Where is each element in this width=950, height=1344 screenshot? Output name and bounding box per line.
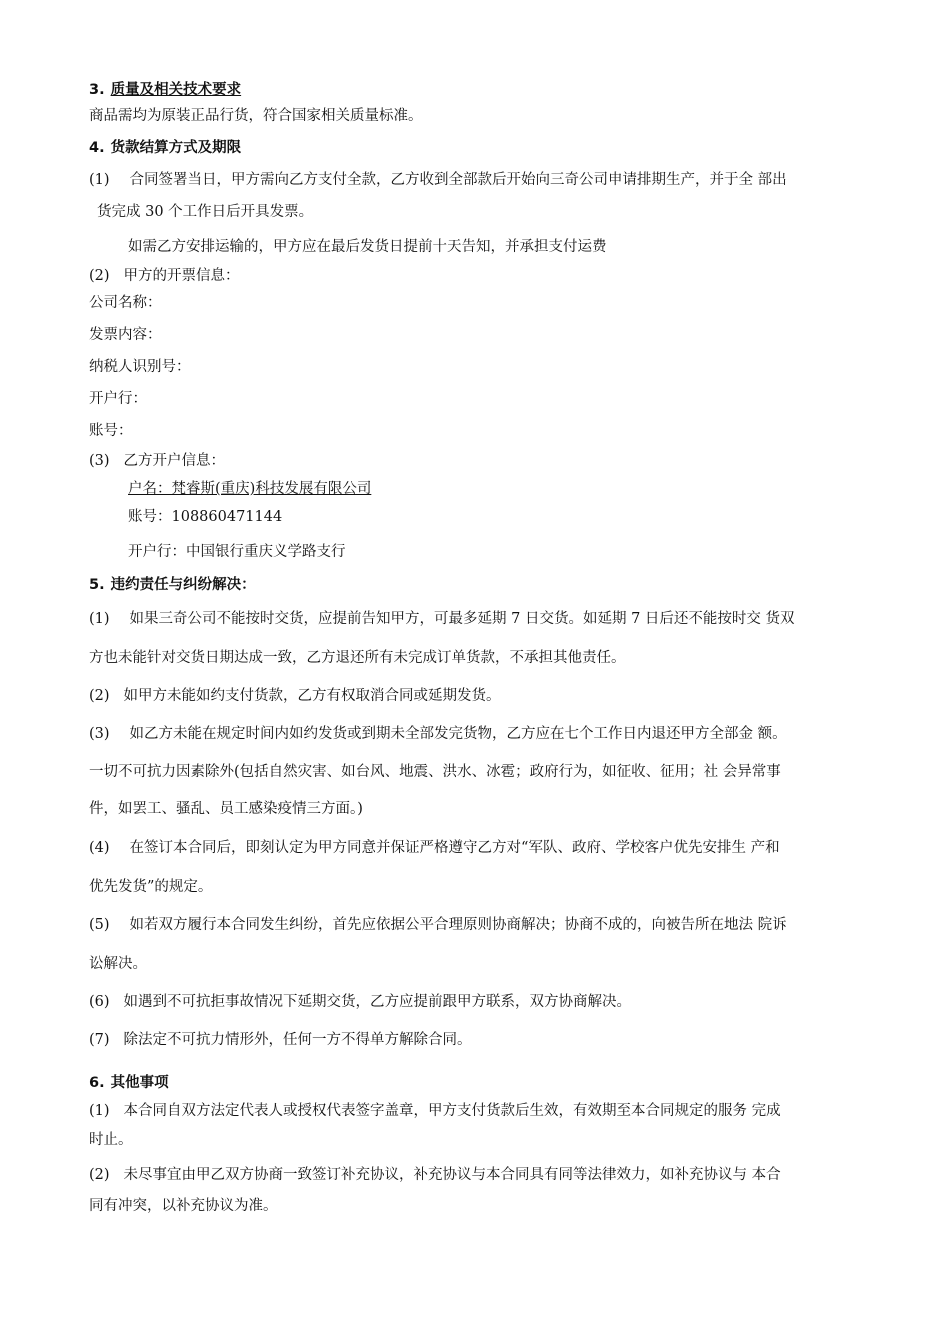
section-4-heading bbox=[89, 138, 241, 158]
item-text: 如遇到不可抗拒事故情况下延期交货，乙方应提前跟甲方联系，双方协商解决。 bbox=[123, 994, 632, 1010]
section-number: 3. bbox=[89, 82, 105, 98]
s5-item4-line1 bbox=[89, 838, 780, 858]
s6-item2-line2: 同有冲突，以补充协议为准。 bbox=[89, 1198, 278, 1214]
section-3-heading bbox=[89, 80, 241, 100]
account-number: 账号：108860471144 bbox=[128, 509, 283, 525]
section-title: 其他事项 bbox=[110, 1075, 169, 1091]
item-marker: (1) bbox=[89, 1103, 110, 1119]
item-marker: (1) bbox=[89, 172, 110, 188]
s5-item3-line1 bbox=[89, 724, 787, 744]
account-label: 账号： bbox=[89, 423, 133, 439]
s5-item1-line1 bbox=[89, 609, 795, 629]
item-marker: (6) bbox=[89, 994, 110, 1010]
item-text: 如甲方未能如约支付货款，乙方有权取消合同或延期发货。 bbox=[123, 688, 501, 704]
item-marker: (5) bbox=[89, 917, 110, 933]
taxpayer-id-label: 纳税人识别号： bbox=[89, 359, 191, 375]
item-text: 除法定不可抗力情形外，任何一方不得单方解除合同。 bbox=[123, 1032, 472, 1048]
section-title: 质量及相关技术要求 bbox=[110, 82, 242, 98]
account-name: 户名：梵睿斯(重庆)科技发展有限公司 bbox=[128, 481, 372, 497]
item-text: 未尽事宜由甲乙双方协商一致签订补充协议，补充协议与本合同具有同等法律效力，如补充协议与 本合 bbox=[123, 1167, 781, 1183]
item-text: 如若双方履行本合同发生纠纷，首先应依据公平合理原则协商解决；协商不成的，向被告所在地法 院诉 bbox=[129, 917, 787, 933]
s4-item3 bbox=[89, 451, 225, 471]
item-marker: (3) bbox=[89, 453, 110, 469]
section-5-heading bbox=[89, 575, 256, 595]
item-marker: (2) bbox=[89, 1167, 110, 1183]
section-number: 5. bbox=[89, 577, 105, 593]
s5-item6 bbox=[89, 992, 631, 1012]
item-text: 如乙方未能在规定时间内如约发货或到期未全部发完货物，乙方应在七个工作日内退还甲方全部金 额。 bbox=[129, 726, 787, 742]
item-text: 本合同自双方法定代表人或授权代表签字盖章，甲方支付货款后生效，有效期至本合同规定的服务 完成 bbox=[123, 1103, 781, 1119]
account-bank: 开户行：中国银行重庆义学路支行 bbox=[128, 544, 346, 560]
s4-item1-line2: 货完成 30 个工作日后开具发票。 bbox=[97, 204, 314, 220]
s6-item1-line1 bbox=[89, 1101, 781, 1121]
s6-item1-line2: 时止。 bbox=[89, 1132, 133, 1148]
item-marker: (7) bbox=[89, 1032, 110, 1048]
s4-transport-note: 如需乙方安排运输的，甲方应在最后发货日提前十天告知，并承担支付运费 bbox=[128, 239, 607, 255]
section-title: 违约责任与纠纷解决： bbox=[110, 577, 256, 593]
s4-item1-line1 bbox=[89, 170, 787, 190]
invoice-content-label: 发票内容： bbox=[89, 327, 162, 343]
s5-item1-line2: 方也未能针对交货日期达成一致，乙方退还所有未完成订单货款，不承担其他责任。 bbox=[89, 650, 626, 666]
section-3-body: 商品需均为原装正品行货，符合国家相关质量标准。 bbox=[89, 108, 423, 124]
section-title: 货款结算方式及期限 bbox=[110, 140, 242, 156]
s5-item2 bbox=[89, 686, 501, 706]
section-number: 6. bbox=[89, 1075, 105, 1091]
item-text: 乙方开户信息： bbox=[123, 453, 226, 469]
item-marker: (2) bbox=[89, 688, 110, 704]
s5-item5-line1 bbox=[89, 915, 787, 935]
item-marker: (3) bbox=[89, 726, 110, 742]
item-text: 如果三奇公司不能按时交货，应提前告知甲方，可最多延期 7 日交货。如延期 7 日后还不能按时交 货双 bbox=[129, 611, 795, 627]
company-name-label: 公司名称： bbox=[89, 295, 162, 311]
s5-item3-line3: 件，如罢工、骚乱、员工感染疫情三方面。) bbox=[89, 801, 363, 817]
item-text: 合同签署当日，甲方需向乙方支付全款，乙方收到全部款后开始向三奇公司申请排期生产，并于全 部出 bbox=[129, 172, 787, 188]
s5-item4-line2: 优先发货”的规定。 bbox=[89, 879, 213, 895]
bank-label: 开户行： bbox=[89, 391, 147, 407]
s5-item5-line2: 讼解决。 bbox=[89, 956, 147, 972]
s4-item2 bbox=[89, 266, 240, 286]
item-marker: (1) bbox=[89, 611, 110, 627]
s5-item7 bbox=[89, 1030, 472, 1050]
item-marker: (4) bbox=[89, 840, 110, 856]
item-marker: (2) bbox=[89, 268, 110, 284]
item-text: 甲方的开票信息： bbox=[123, 268, 240, 284]
s5-item3-line2: 一切不可抗力因素除外(包括自然灾害、如台风、地震、洪水、冰雹；政府行为，如征收、征用；社 会异常事 bbox=[89, 764, 781, 780]
section-6-heading bbox=[89, 1073, 169, 1093]
section-number: 4. bbox=[89, 140, 105, 156]
item-text: 在签订本合同后，即刻认定为甲方同意并保证严格遵守乙方对“军队、政府、学校客户优先安排生 产和 bbox=[129, 840, 780, 856]
s6-item2-line1 bbox=[89, 1165, 781, 1185]
